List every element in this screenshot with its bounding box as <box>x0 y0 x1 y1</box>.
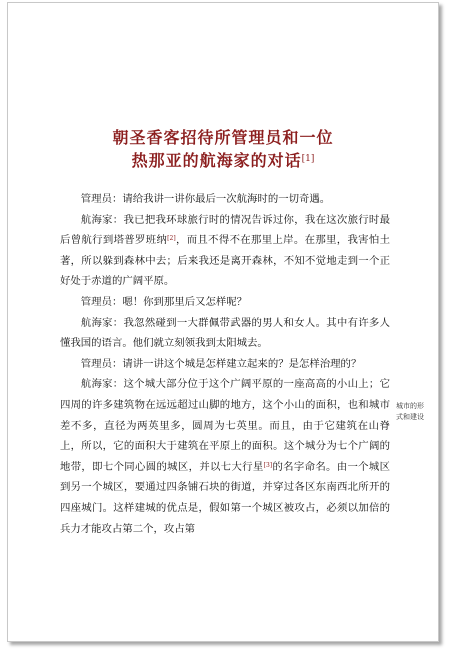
paragraph-text: 的名字命名。由一个城区到另一个城区，要通过四条铺石块的街道，并穿过各区东南西北所开的四座城门。这样建城的优点是，假如第一个城区被攻占，必须以加倍的兵力才能攻占第二个，攻占第 <box>60 460 391 535</box>
speaker-label: 管理员： <box>80 295 123 308</box>
title-line-2-text: 热那亚的航海家的对话 <box>131 151 302 170</box>
paragraph <box>60 354 390 375</box>
dialogue-body <box>60 189 390 539</box>
paragraph <box>60 292 390 313</box>
paragraph-text: 请给我讲一讲你最后一次航海时的一切奇遇。 <box>122 193 331 205</box>
margin-note: 城市的形式和建设 <box>396 402 424 421</box>
page-title <box>8 126 438 172</box>
footnote-ref[interactable]: [2] <box>167 235 176 243</box>
footnote-ref[interactable]: [1] <box>301 154 315 164</box>
paragraph-text: 嗯！你到那里后又怎样呢？ <box>122 295 248 308</box>
speaker-label: 航海家： <box>80 378 124 391</box>
title-line-1: 朝圣香客招待所管理员和一位 <box>112 128 334 147</box>
paragraph <box>60 210 390 292</box>
paragraph-text: ，而且不得不在那里上岸。在那里，我害怕土著，所以躲到森林中去；后来我还是离开森林，不知不觉地走到一个正好处于赤道的广阔平原。 <box>60 234 391 288</box>
speaker-label: 航海家： <box>80 213 124 226</box>
paragraph <box>60 374 390 539</box>
paragraph-text: 我已把我环球旅行时的情况告诉过你，我在这次旅行时最后曾航行到塔普罗班纳 <box>60 213 390 247</box>
speaker-label: 管理员： <box>80 193 123 205</box>
paragraph-text: 我忽然碰到一大群佩带武器的男人和女人。其中有许多人懂我国的语言。他们就立刻领我到太阳城去。 <box>60 316 390 350</box>
paragraph <box>60 313 390 354</box>
document-page <box>7 2 439 642</box>
footnote-ref[interactable]: [3] <box>263 461 273 469</box>
speaker-label: 管理员： <box>80 357 123 370</box>
paragraph-text: 这个城大部分位于这个广阔平原的一座高高的小山上；它四周的许多建筑物在远远超过山脚的地方，这个小山的面积，也和城市差不多，直径为两英里多，圆周为七英里。而且，由于它建筑在山脊上，所以，它的面积大于建筑在平原上的面积。这个城分为七个广阔的地带，即七个同心圆的城区，并以七大行星 <box>60 378 390 473</box>
speaker-label: 航海家： <box>80 316 124 329</box>
paragraph-text: 请讲一讲这个城是怎样建立起来的？是怎样治理的？ <box>122 357 362 370</box>
paragraph <box>60 189 390 210</box>
title-line-2 <box>8 149 438 172</box>
